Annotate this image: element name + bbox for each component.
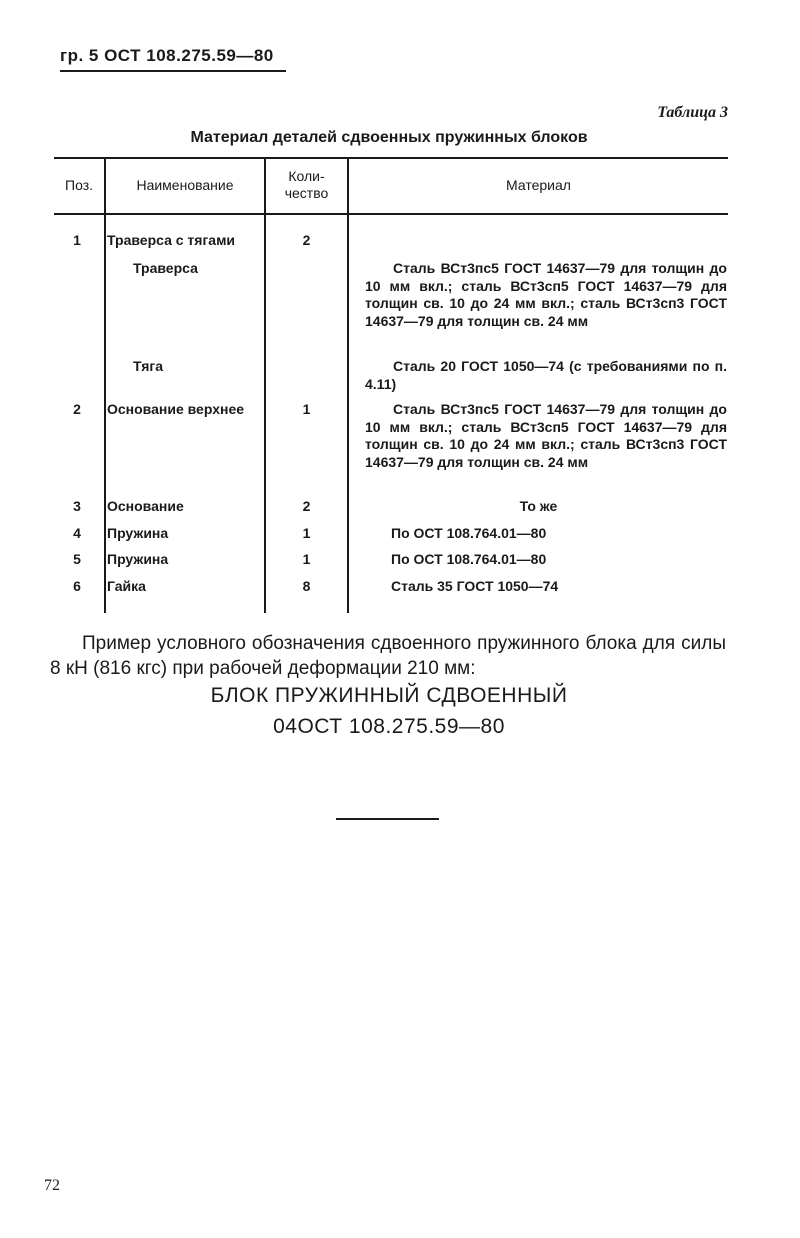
row-material: По ОСТ 108.764.01—80 xyxy=(391,551,547,567)
col-header-name: Наименование xyxy=(136,177,234,193)
col-header-pos: Поз. xyxy=(65,177,93,193)
column-divider xyxy=(347,158,349,613)
running-header: гр. 5 ОСТ 108.275.59—80 xyxy=(60,46,274,65)
row-qty: 1 xyxy=(302,401,311,417)
row-pos: 3 xyxy=(73,498,81,514)
row-qty: 1 xyxy=(302,525,311,541)
row-name: Основание xyxy=(107,498,184,514)
row-material: По ОСТ 108.764.01—80 xyxy=(391,525,547,541)
table-top-rule xyxy=(54,157,728,159)
row-name: Гайка xyxy=(107,578,146,594)
end-rule xyxy=(336,818,439,820)
table-title: Материал деталей сдвоенных пружинных блоков xyxy=(190,129,588,146)
row-name: Траверса с тягами xyxy=(107,232,236,248)
column-divider xyxy=(104,158,106,613)
row-qty: 2 xyxy=(302,232,311,248)
page-number: 72 xyxy=(44,1177,60,1194)
row-pos: 5 xyxy=(73,551,81,567)
table-label: Таблица 3 xyxy=(657,104,728,121)
row-name: Траверса xyxy=(133,260,198,276)
row-qty: 2 xyxy=(302,498,311,514)
column-divider xyxy=(264,158,266,613)
row-pos: 6 xyxy=(73,578,81,594)
header-underline xyxy=(60,70,286,72)
row-name: Пружина xyxy=(107,551,169,567)
row-pos: 4 xyxy=(73,525,81,541)
row-name: Основание верхнее xyxy=(107,401,245,417)
row-qty: 1 xyxy=(302,551,311,567)
col-header-qty: Коли- чество xyxy=(284,168,329,201)
row-material: Сталь ВСт3пс5 ГОСТ 14637—79 для толщин до 10 мм вкл.; сталь ВСт3сп5 ГОСТ 14637—79 для толщин св. 10 до 24 мм вкл.; сталь ВСт3сп3 ГОСТ 14637—79 для толщин св. 24 мм xyxy=(365,401,727,470)
row-pos: 2 xyxy=(73,401,81,417)
col-header-material: Материал xyxy=(506,177,571,193)
row-name: Тяга xyxy=(133,358,163,374)
example-paragraph: Пример условного обозначения сдвоенного пружинного блока для силы 8 кН (816 кгс) при рабочей деформации 210 мм: xyxy=(50,633,726,679)
row-pos: 1 xyxy=(73,232,81,248)
row-qty: 8 xyxy=(302,578,311,594)
row-material: Сталь ВСт3пс5 ГОСТ 14637—79 для толщин до 10 мм вкл.; сталь ВСт3сп5 ГОСТ 14637—79 для толщин св. 10 до 24 мм вкл.; сталь ВСт3сп3 ГОСТ 14637—79 для толщин св. 24 мм xyxy=(365,260,727,329)
designation-line-2: 04ОСТ 108.275.59—80 xyxy=(273,715,505,738)
table-header-rule xyxy=(54,213,728,215)
row-name: Пружина xyxy=(107,525,169,541)
row-material: Сталь 35 ГОСТ 1050—74 xyxy=(391,578,559,594)
designation-line-1: БЛОК ПРУЖИННЫЙ СДВОЕННЫЙ xyxy=(210,684,568,707)
row-material: Сталь 20 ГОСТ 1050—74 (с требованиями по п. 4.11) xyxy=(365,358,727,392)
row-material: То же xyxy=(519,498,558,514)
